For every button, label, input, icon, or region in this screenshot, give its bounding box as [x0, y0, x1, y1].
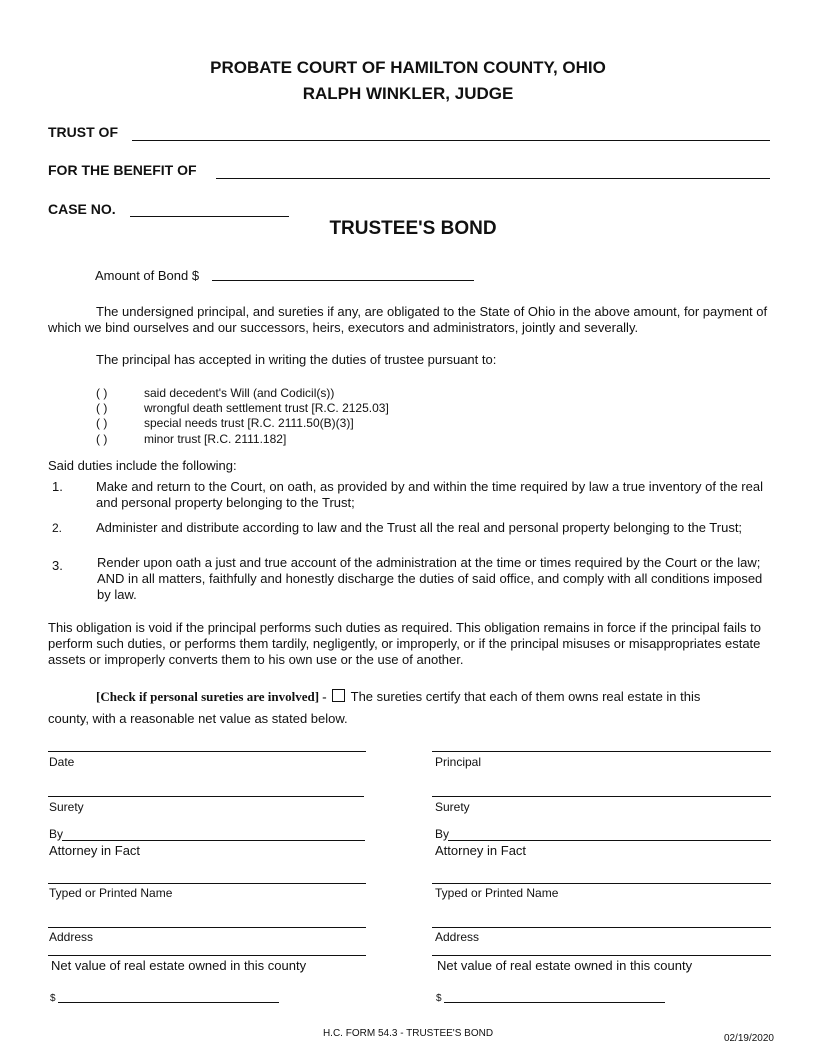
option-mark[interactable]: ( )	[96, 416, 108, 430]
principal-line[interactable]	[432, 751, 771, 752]
net-value-top-line	[432, 955, 771, 956]
duty-text: Administer and distribute according to law and the Trust all the real and personal property belonging to the Trust;	[96, 520, 743, 535]
net-value-field[interactable]	[58, 1002, 279, 1003]
duty-number: 3.	[52, 558, 63, 573]
option-label: special needs trust [R.C. 2111.50(B)(3)]	[144, 416, 354, 430]
address-line[interactable]	[432, 927, 771, 928]
attorney-label: Attorney in Fact	[435, 843, 527, 858]
typed-name-line[interactable]	[48, 883, 366, 884]
typed-name-label: Typed or Printed Name	[435, 886, 559, 900]
address-line[interactable]	[48, 927, 366, 928]
case-no-label: CASE NO.	[48, 201, 116, 217]
court-name: PROBATE COURT OF HAMILTON COUNTY, OHIO	[210, 58, 606, 77]
surety-line[interactable]	[432, 796, 771, 797]
dollar-sign: $	[50, 993, 56, 1004]
sureties-check-label: [Check if personal sureties are involved] -	[96, 689, 327, 704]
form-title: TRUSTEE'S BOND	[329, 218, 497, 239]
by-label: By	[435, 827, 450, 841]
judge-name: RALPH WINKLER, JUDGE	[302, 84, 514, 103]
amount-field[interactable]	[212, 280, 474, 281]
date-label: Date	[49, 755, 75, 769]
amount-label: Amount of Bond $	[95, 268, 200, 283]
benefit-of-label: FOR THE BENEFIT OF	[48, 162, 197, 178]
sureties-checkbox[interactable]	[332, 689, 345, 702]
surety-label: Surety	[435, 800, 470, 814]
address-label: Address	[49, 930, 94, 944]
typed-name-line[interactable]	[432, 883, 771, 884]
obligation-paragraph: The undersigned principal, and sureties if any, are obligated to the State of Ohio in the above amount, for payment of which we bind ourselves and our successors, heirs, executors and administrators, jointly and severally.	[48, 304, 768, 335]
net-value-label: Net value of real estate owned in this county	[437, 958, 693, 973]
option-label: wrongful death settlement trust [R.C. 2125.03]	[144, 401, 389, 415]
net-value-top-line	[48, 955, 366, 956]
by-label: By	[49, 827, 64, 841]
void-paragraph: This obligation is void if the principal performs such duties as required. This obligation remains in force if the principal fails to perform such duties, or performs them tardily, negligently, or improperly, or if the principal misuses or misappropriates estate assets or improperly converts them to his own use or the use of another.	[48, 620, 761, 667]
dollar-sign: $	[436, 993, 442, 1004]
accepted-text: The principal has accepted in writing the duties of trustee pursuant to:	[96, 352, 497, 367]
sureties-certify-text-2: county, with a reasonable net value as stated below.	[48, 711, 348, 726]
address-label: Address	[435, 930, 480, 944]
duties-intro: Said duties include the following:	[48, 458, 237, 473]
attorney-label: Attorney in Fact	[49, 843, 141, 858]
duty-text: Render upon oath a just and true account of the administration at the time or times required by the Court or the law; AND in all matters, faithfully and honestly discharge the duties of said office, and comply with all conditions imposed by law.	[97, 555, 763, 602]
benefit-of-field[interactable]	[216, 178, 770, 179]
case-no-field[interactable]	[130, 216, 289, 217]
surety-line[interactable]	[48, 796, 364, 797]
trust-of-field[interactable]	[132, 140, 770, 141]
form-number: H.C. FORM 54.3 - TRUSTEE'S BOND	[322, 1028, 494, 1039]
option-label: minor trust [R.C. 2111.182]	[144, 432, 287, 446]
duty-text: Make and return to the Court, on oath, as provided by and within the time required by law a true inventory of the real and personal property belonging to the Trust;	[96, 479, 763, 510]
surety-label: Surety	[49, 800, 84, 814]
option-mark[interactable]: ( )	[96, 432, 108, 446]
option-mark[interactable]: ( )	[96, 401, 108, 415]
sureties-certify-text: The sureties certify that each of them owns real estate in this	[350, 689, 701, 704]
by-line[interactable]	[448, 840, 771, 841]
trust-of-label: TRUST OF	[48, 124, 118, 140]
net-value-field[interactable]	[444, 1002, 665, 1003]
principal-label: Principal	[435, 755, 482, 769]
typed-name-label: Typed or Printed Name	[49, 886, 173, 900]
by-line[interactable]	[62, 840, 365, 841]
duty-number: 2.	[52, 521, 63, 535]
duty-number: 1.	[52, 479, 63, 494]
option-label: said decedent's Will (and Codicil(s))	[144, 386, 335, 400]
net-value-label: Net value of real estate owned in this county	[51, 958, 307, 973]
form-date: 02/19/2020	[723, 1033, 774, 1044]
option-mark[interactable]: ( )	[96, 386, 108, 400]
sureties-check-line	[96, 689, 700, 705]
date-line[interactable]	[48, 751, 366, 752]
